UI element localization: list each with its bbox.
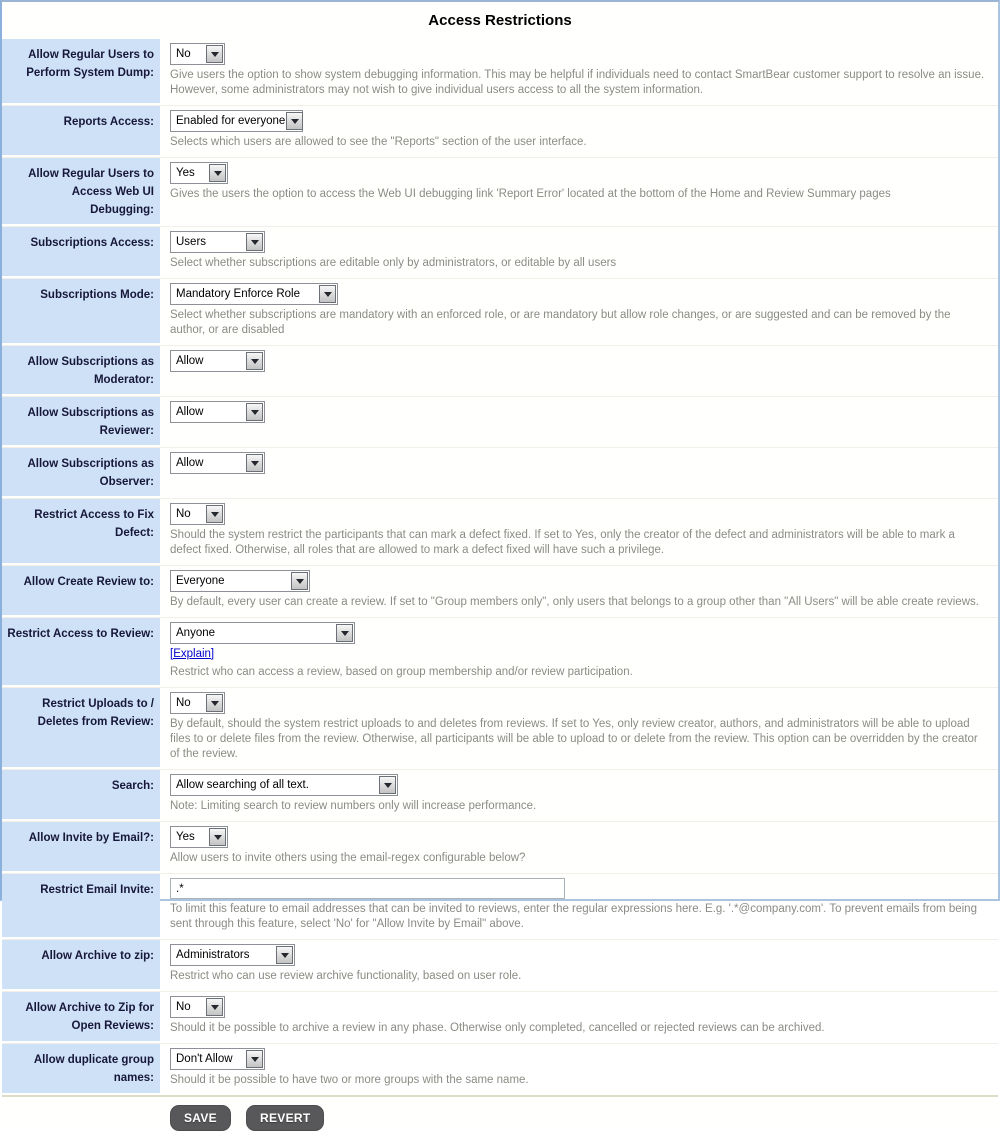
- selected-value: No: [176, 48, 191, 60]
- settings-row: [2, 991, 998, 1041]
- duplicate-group-names-select[interactable]: [170, 1048, 265, 1070]
- setting-content-cell: [160, 822, 998, 871]
- setting-content-cell: [160, 770, 998, 819]
- setting-label: Allow Subscriptions as Observer:: [27, 458, 154, 488]
- subscriptions-moderator-select[interactable]: [170, 350, 265, 372]
- allow-create-review-select[interactable]: [170, 570, 310, 592]
- chevron-down-icon[interactable]: [291, 572, 308, 590]
- setting-label-cell: [2, 566, 160, 615]
- setting-content-cell: [160, 688, 998, 767]
- setting-description: Allow users to invite others using the email-regex configurable below?: [170, 852, 526, 864]
- chevron-down-icon[interactable]: [246, 403, 263, 421]
- setting-label: Restrict Email Invite:: [40, 884, 154, 896]
- selected-value: Administrators: [176, 949, 250, 961]
- setting-content-cell: [160, 158, 998, 224]
- reports-access-select[interactable]: [170, 110, 303, 132]
- chevron-down-icon[interactable]: [286, 112, 303, 130]
- setting-content-cell: [160, 39, 998, 103]
- setting-label: Allow Subscriptions as Moderator:: [27, 356, 154, 386]
- setting-description: By default, every user can create a review. If set to "Group members only", only users that belongs to a group other than "All Users" will be able create reviews.: [170, 596, 979, 608]
- chevron-down-icon[interactable]: [206, 998, 223, 1016]
- setting-content-cell: [160, 874, 998, 937]
- restrict-uploads-deletes-select[interactable]: [170, 692, 225, 714]
- restrict-fix-defect-select[interactable]: [170, 503, 225, 525]
- search-select[interactable]: [170, 774, 398, 796]
- chevron-down-icon[interactable]: [246, 454, 263, 472]
- setting-label-cell: [2, 106, 160, 155]
- settings-row: [2, 498, 998, 563]
- chevron-down-icon[interactable]: [246, 1050, 263, 1068]
- selected-value: Everyone: [176, 575, 225, 587]
- system-dump-select[interactable]: [170, 43, 225, 65]
- web-ui-debugging-select[interactable]: [170, 162, 228, 184]
- chevron-down-icon[interactable]: [319, 285, 336, 303]
- save-button[interactable]: SAVE: [170, 1105, 231, 1131]
- setting-label-cell: [2, 1044, 160, 1093]
- setting-description: Selects which users are allowed to see the "Reports" section of the user interface.: [170, 136, 587, 148]
- setting-content-cell: [160, 227, 998, 276]
- setting-description: Gives the users the option to access the Web UI debugging link 'Report Error' located at the bottom of the Home and Review Summary pages: [170, 188, 891, 200]
- selected-value: Mandatory Enforce Role: [176, 288, 301, 300]
- setting-description: Restrict who can use review archive functionality, based on user role.: [170, 970, 522, 982]
- settings-row: [2, 226, 998, 276]
- setting-label-cell: [2, 397, 160, 445]
- settings-row: [2, 939, 998, 989]
- subscriptions-reviewer-select[interactable]: [170, 401, 265, 423]
- setting-content-cell: [160, 397, 998, 445]
- subscriptions-access-select[interactable]: [170, 231, 265, 253]
- settings-row: [2, 278, 998, 343]
- selected-value: Anyone: [176, 627, 216, 639]
- allow-archive-zip-select[interactable]: [170, 944, 295, 966]
- setting-label-cell: [2, 770, 160, 819]
- chevron-down-icon[interactable]: [379, 776, 396, 794]
- setting-label: Search:: [111, 780, 154, 792]
- chevron-down-icon[interactable]: [206, 505, 223, 523]
- settings-row: [2, 396, 998, 445]
- setting-label-cell: [2, 940, 160, 989]
- subscriptions-mode-select[interactable]: [170, 283, 338, 305]
- setting-description: Give users the option to show system debugging information. This may be helpful if individuals need to contact SmartBear customer support to resolve an issue. However, some administrators may not wish to give individual users access to all the system information.: [170, 69, 985, 96]
- revert-button[interactable]: REVERT: [246, 1105, 324, 1131]
- settings-row: [2, 617, 998, 685]
- selected-value: Yes: [176, 831, 195, 843]
- setting-description: Should it be possible to archive a review in any phase. Otherwise only completed, cancelled or rejected reviews can be archived.: [170, 1022, 825, 1034]
- setting-content-cell: [160, 618, 998, 685]
- chevron-down-icon[interactable]: [206, 694, 223, 712]
- setting-content-cell: [160, 346, 998, 394]
- allow-invite-email-select[interactable]: [170, 826, 228, 848]
- setting-content-cell: [160, 940, 998, 989]
- settings-row: [2, 769, 998, 819]
- selected-value: Allow: [176, 406, 204, 418]
- selected-value: No: [176, 1001, 191, 1013]
- setting-description: Restrict who can access a review, based on group membership and/or review participation.: [170, 666, 633, 678]
- setting-label-cell: [2, 874, 160, 937]
- setting-label-cell: [2, 227, 160, 276]
- setting-label-cell: [2, 279, 160, 343]
- setting-description: Should it be possible to have two or more groups with the same name.: [170, 1074, 529, 1086]
- setting-label-cell: [2, 448, 160, 496]
- setting-description: To limit this feature to email addresses that can be invited to reviews, enter the regular expressions here. E.g. '.*@company.com'. To prevent emails from being sent through this feature, select 'No' for "Allow Invite by Email" above.: [170, 903, 977, 930]
- setting-content-cell: [160, 566, 998, 615]
- chevron-down-icon[interactable]: [206, 45, 223, 63]
- chevron-down-icon[interactable]: [209, 828, 226, 846]
- setting-label: Allow Archive to zip:: [41, 950, 154, 962]
- setting-content-cell: [160, 448, 998, 496]
- setting-description: Should the system restrict the participants that can mark a defect fixed. If set to Yes, only the creator of the defect and administrators will be able to mark a defect fixed. Otherwise, all roles that are allowed to mark a defect fixed will have such a privilege.: [170, 529, 955, 556]
- setting-label: Restrict Access to Fix Defect:: [34, 509, 154, 539]
- selected-value: Allow searching of all text.: [176, 779, 309, 791]
- setting-label-cell: [2, 158, 160, 224]
- archive-zip-open-reviews-select[interactable]: [170, 996, 225, 1018]
- setting-label: Allow Regular Users to Access Web UI Debugging:: [28, 168, 154, 216]
- settings-row: [2, 565, 998, 615]
- chevron-down-icon[interactable]: [209, 164, 226, 182]
- title-bar: [2, 2, 998, 39]
- setting-description: Select whether subscriptions are mandatory with an enforced role, or are mandatory but allow role changes, or are suggested and can be removed by the author, or are disabled: [170, 309, 951, 336]
- page-title: Access Restrictions: [428, 12, 572, 29]
- settings-row: [2, 345, 998, 394]
- explain-link[interactable]: [Explain]: [170, 648, 215, 660]
- settings-row: [2, 105, 998, 155]
- restrict-email-invite-input[interactable]: [170, 878, 565, 899]
- setting-content-cell: [160, 279, 998, 343]
- setting-label: Reports Access:: [63, 116, 154, 128]
- setting-label-cell: [2, 346, 160, 394]
- selected-value: Yes: [176, 167, 195, 179]
- setting-description: Select whether subscriptions are editable only by administrators, or editable by all users: [170, 257, 617, 269]
- settings-row: [2, 447, 998, 496]
- setting-label: Allow Regular Users to Perform System Dump:: [26, 49, 154, 79]
- settings-row: [2, 1043, 998, 1093]
- chevron-down-icon[interactable]: [336, 624, 353, 642]
- chevron-down-icon[interactable]: [246, 233, 263, 251]
- selected-value: Don't Allow: [176, 1053, 233, 1065]
- selected-value: Enabled for everyone: [176, 115, 286, 127]
- setting-label-cell: [2, 822, 160, 871]
- setting-label: Allow Archive to Zip for Open Reviews:: [25, 1002, 154, 1032]
- setting-label-cell: [2, 39, 160, 103]
- chevron-down-icon[interactable]: [246, 352, 263, 370]
- setting-content-cell: [160, 106, 998, 155]
- settings-row: [2, 157, 998, 224]
- setting-label: Allow duplicate group names:: [33, 1054, 154, 1084]
- setting-content-cell: [160, 499, 998, 563]
- setting-label: Subscriptions Mode:: [40, 289, 154, 301]
- footer: [2, 1095, 998, 1131]
- setting-label-cell: [2, 688, 160, 767]
- subscriptions-observer-select[interactable]: [170, 452, 265, 474]
- settings-row: [2, 39, 998, 103]
- setting-label-cell: [2, 992, 160, 1041]
- setting-label-cell: [2, 618, 160, 685]
- setting-label: Restrict Access to Review:: [7, 628, 154, 640]
- selected-value: Allow: [176, 355, 204, 367]
- setting-label: Subscriptions Access:: [30, 237, 154, 249]
- settings-row: [2, 687, 998, 767]
- setting-label: Allow Subscriptions as Reviewer:: [27, 407, 154, 437]
- setting-description: By default, should the system restrict uploads to and deletes from reviews. If set to Yes, only review creator, authors, and administrators will be able to upload files to or delete files from the review. Otherwise, all participants will be able to upload to or delete from the review. This option can be overridden by the creator of the review.: [170, 718, 978, 760]
- setting-label: Restrict Uploads to / Deletes from Review:: [37, 698, 154, 728]
- setting-label: Allow Create Review to:: [23, 576, 154, 588]
- setting-label: Allow Invite by Email?:: [28, 832, 154, 844]
- settings-rows: [2, 39, 998, 1093]
- settings-row: [2, 821, 998, 871]
- setting-description: Note: Limiting search to review numbers only will increase performance.: [170, 800, 537, 812]
- settings-row: [2, 873, 998, 937]
- selected-value: No: [176, 697, 191, 709]
- selected-value: Users: [176, 236, 207, 248]
- setting-content-cell: [160, 992, 998, 1041]
- chevron-down-icon[interactable]: [276, 946, 293, 964]
- restrict-access-review-select[interactable]: [170, 622, 355, 644]
- selected-value: Allow: [176, 457, 204, 469]
- selected-value: No: [176, 508, 191, 520]
- setting-content-cell: [160, 1044, 998, 1093]
- setting-label-cell: [2, 499, 160, 563]
